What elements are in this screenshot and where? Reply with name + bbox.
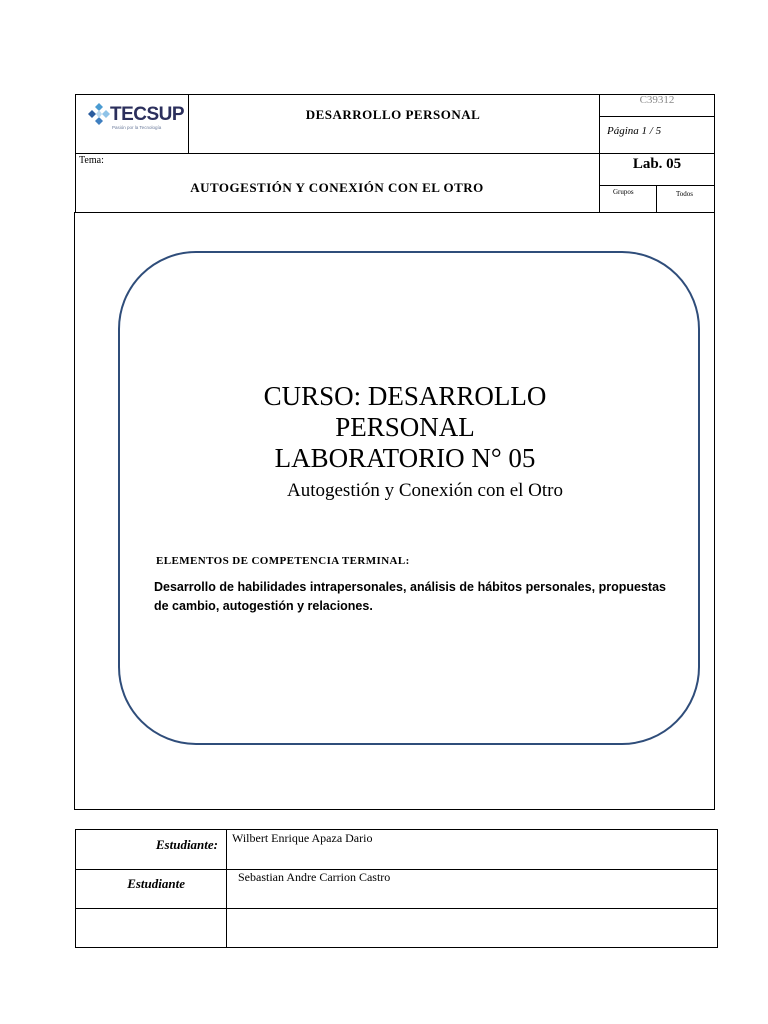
grupos-label: Grupos — [613, 188, 634, 196]
header-divider — [599, 185, 715, 186]
logo-tagline: Pasión por la Tecnología — [112, 125, 162, 130]
page-number: Página 1 / 5 — [607, 125, 662, 137]
tecsup-logo — [88, 101, 188, 135]
logo-text: TECSUP — [110, 104, 185, 125]
header-divider — [656, 185, 657, 213]
header-divider — [75, 153, 715, 154]
document-code: C39312 — [639, 94, 675, 106]
header-course-title: DESARROLLO PERSONAL — [305, 107, 481, 122]
header-divider — [599, 116, 715, 117]
student-name-1: Wilbert Enrique Apaza Dario — [232, 831, 373, 845]
header-divider — [188, 94, 189, 154]
cover-subtitle: Autogestión y Conexión con el Otro — [287, 480, 563, 501]
lab-number: Lab. 05 — [632, 156, 682, 172]
students-divider — [75, 869, 718, 870]
students-divider — [226, 829, 227, 948]
cover-title-line3: LABORATORIO N° 05 — [274, 443, 536, 473]
student-name-2: Sebastian Andre Carrion Castro — [238, 870, 391, 884]
students-divider — [75, 908, 718, 909]
tema-label: Tema: — [79, 155, 104, 166]
tecsup-logo-icon — [88, 103, 110, 127]
grupos-value: Todos — [676, 190, 694, 198]
cover-title-line1: CURSO: DESARROLLO — [263, 381, 547, 411]
competence-heading: ELEMENTOS DE COMPETENCIA TERMINAL: — [156, 555, 410, 567]
cover-title — [150, 381, 660, 474]
student-label-2: Estudiante — [127, 876, 185, 891]
competence-text: Desarrollo de habilidades intrapersonales, análisis de hábitos personales, propuestas de cambio, autogestión y relaciones. — [154, 580, 666, 613]
tema-value: AUTOGESTIÓN Y CONEXIÓN CON EL OTRO — [190, 180, 484, 195]
student-label-1: Estudiante: — [155, 837, 218, 852]
cover-title-line2: PERSONAL — [335, 412, 475, 442]
